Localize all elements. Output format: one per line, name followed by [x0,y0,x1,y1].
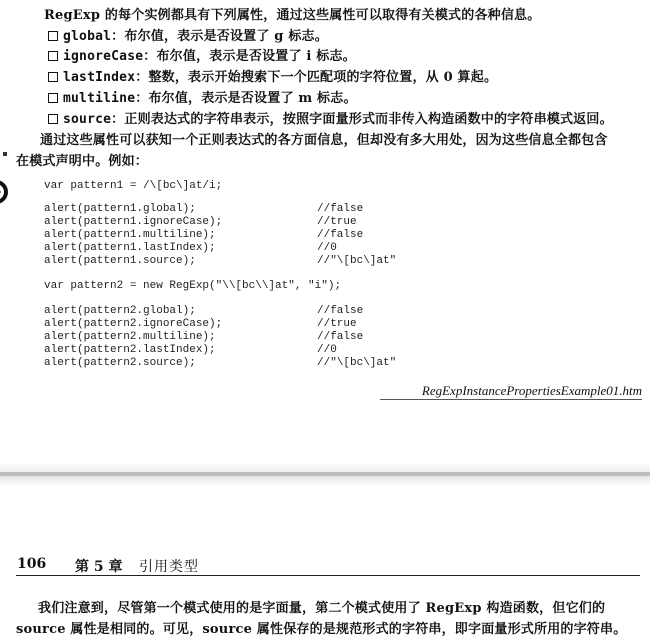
checkbox-bullet-icon [48,72,58,82]
property-item-source [48,108,613,127]
property-desc: ：布尔值，表示是否设置了 g 标志。 [111,29,328,44]
code-comment: //"\[bc\]at" [317,357,397,369]
code-line: alert(pattern1.ignoreCase); //true [44,216,357,228]
property-item-multiline [48,87,357,106]
property-name: lastIndex [63,70,136,85]
code-comment: //false [317,229,364,241]
code-line: alert(pattern2.source); //"\[bc\]at" [44,357,397,369]
page-bottom-edge [0,462,650,472]
margin-dot [3,152,7,156]
code-comment: //false [317,305,364,317]
property-item-global [48,25,328,44]
property-desc: ：整数，表示开始搜索下一个匹配项的字符位置，从 0 算起。 [135,70,498,85]
checkbox-bullet-icon [48,93,58,103]
paragraph-line: 在模式声明中。例如： [16,154,149,169]
code-line: alert(pattern1.lastIndex); //0 [44,242,337,254]
code-line: alert(pattern1.multiline); //false [44,229,364,241]
property-desc: ：正则表达式的字符串表示，按照字面量形式而非传入构造函数中的字符串模式返回。 [111,112,613,127]
property-item-ignorecase [48,45,356,64]
code-line: var pattern1 = /\[bc\]at/i; [44,180,223,192]
body-line: source 属性是相同的。可见，source 属性保存的是规范形式的字符串，即字面量形式所用的字符串。 [16,622,627,637]
code-line: var pattern2 = new RegExp("\\[bc\\]at", "i"); [44,280,342,292]
code-line: alert(pattern1.source); //"\[bc\]at" [44,255,397,267]
code-comment: //false [317,203,364,215]
body-line: 我们注意到，尽管第一个模式使用的是字面量，第二个模式使用了 RegExp 构造函数，但它们的 [38,601,606,616]
code-line: alert(pattern2.global); //false [44,305,364,317]
property-name: global [63,29,112,44]
checkbox-bullet-icon [48,51,58,61]
property-desc: ：布尔值，表示是否设置了 m 标志。 [135,91,357,106]
code-line: alert(pattern1.global); //false [44,203,364,215]
property-item-lastindex [48,66,497,85]
intro-text: RegExp 的每个实例都具有下列属性，通过这些属性可以取得有关模式的各种信息。 [44,8,541,23]
code-comment: //"\[bc\]at" [317,255,397,267]
property-name: source [63,112,112,127]
page-number: 106 [17,556,47,572]
run-example-marker-icon [0,179,14,205]
example-filename: RegExpInstancePropertiesExample01.htm [421,383,642,398]
code-comment: //true [317,216,357,228]
code-line: alert(pattern2.lastIndex); //0 [44,344,337,356]
property-name: ignoreCase [63,49,144,64]
paragraph-line: 通过这些属性可以获知一个正则表达式的各方面信息，但却没有多大用处，因为这些信息全都包含 [40,133,608,148]
property-desc: ：布尔值，表示是否设置了 i 标志。 [143,49,356,64]
header-rule [16,575,640,576]
code-line: alert(pattern2.ignoreCase); //true [44,318,357,330]
chapter-title: 引用类型 [139,559,199,575]
filename-underline [380,399,642,400]
checkbox-bullet-icon [48,114,58,124]
chapter-label: 第 5 章 [75,559,123,575]
page-top-edge [0,476,650,486]
code-comment: //0 [317,344,337,356]
code-comment: //0 [317,242,337,254]
checkbox-bullet-icon [48,31,58,41]
code-comment: //false [317,331,364,343]
code-line: alert(pattern2.multiline); //false [44,331,364,343]
code-comment: //true [317,318,357,330]
property-name: multiline [63,91,136,106]
